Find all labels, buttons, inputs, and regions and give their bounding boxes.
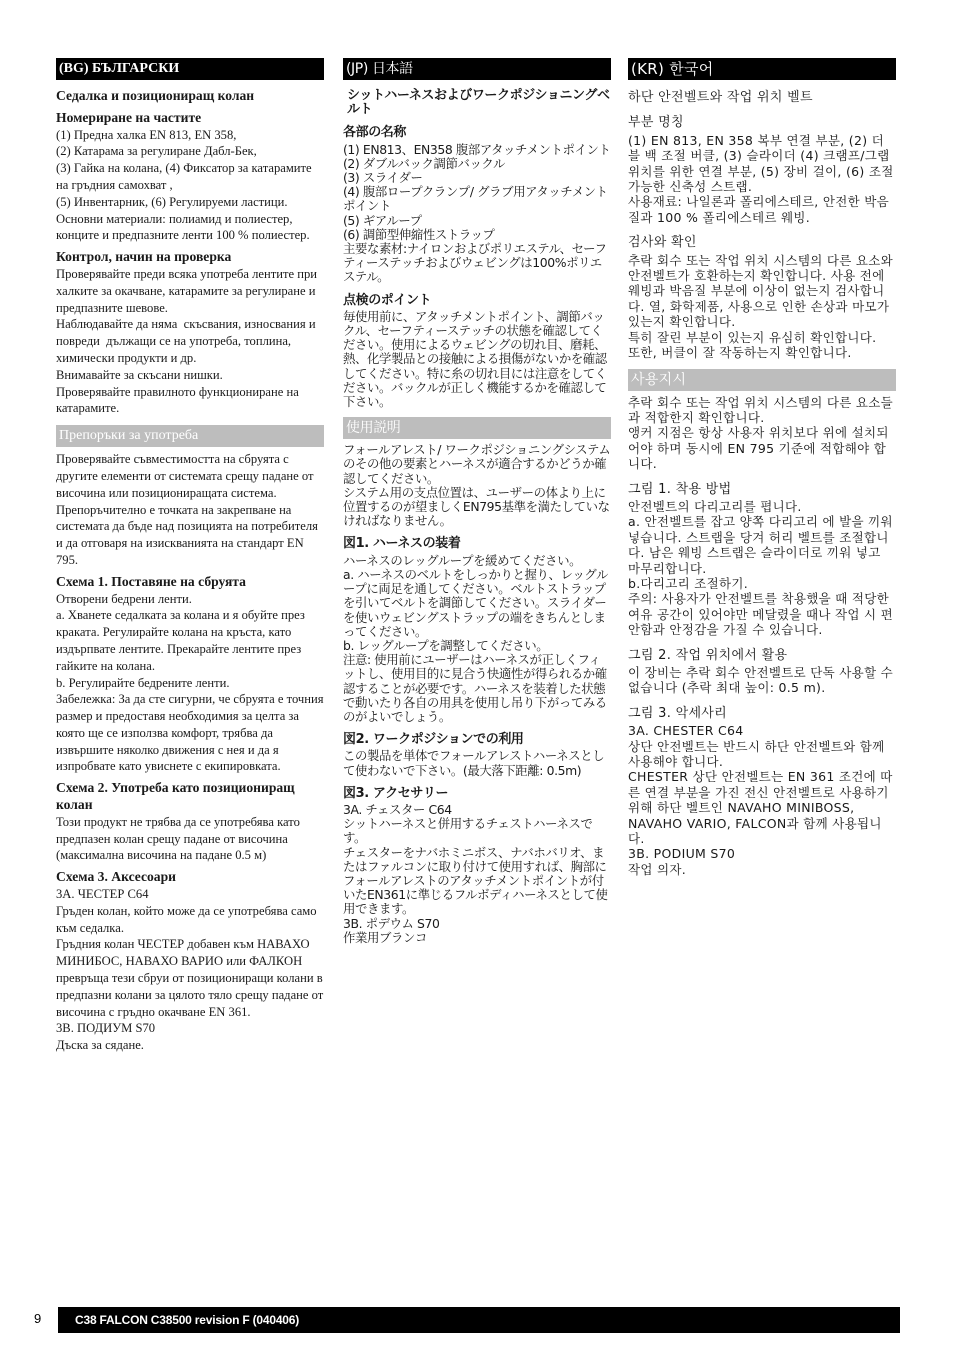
- inspection-heading-jp: 点検のポイント: [343, 292, 432, 308]
- footer-document-reference: C38 FALCON C38500 revision F (040406): [58, 1307, 900, 1333]
- fig1-text-kr: 안전벨트의 다리고리를 폅니다. a. 안전벨트를 잡고 양쪽 다리고리 에 발을 끼워 넣습니다. 스트랩을 당겨 허리 벨트를 조절합니다. 남은 웨빙 스트랩은 슬라이더로 끼워 넣고 마무리합니다. b.다리고리 조절하기. 주의: 사용자가 안전벨트를 착용했을 때 적당한 여유 공간이 있어야만 메달렸을 때나 작업 시 편안함과 안정감을 가질 수 있습니다.: [628, 498, 894, 638]
- inspection-text-jp: 毎使用前に、アタッチメントポイント、調節バックル、セーフティーステッチの状態を確認してください。使用によるウェビングの切れ目、磨耗、熱、化学製品との接触による損傷がないかを確認してください。特に糸の切れ目には注意をしてください。バックルが正しく機能するかを確認して下さい。: [343, 308, 607, 410]
- fig3-heading-jp: 図3. アクセサリー: [343, 785, 449, 801]
- fig2-text-kr: 이 장비는 추락 회수 안전벨트로 단독 사용할 수 없습니다 (추락 최대 높이: 0.5 m).: [628, 665, 898, 696]
- fig2-heading-jp: 図2. ワークポジションでの利用: [343, 732, 524, 748]
- title-bg: Седалка и позициониращ колан: [56, 88, 255, 103]
- section-header-kr: (KR) 한국어: [628, 58, 896, 80]
- inspection-heading-kr: 검사와 확인: [628, 235, 697, 251]
- parts-text-jp: (1) EN813、EN358 腹部アタッチメントポイント (2) ダブルバック調節バックル (3) スライダー (4) 腹部ロープクランプ/ グラブ用アタッチメントポイント (5) ギアループ (6) 調節型伸縮性ストラップ 主要な素材:ナイロンおよびポリエステル、セーフティーステッチおよびウェビングは100%ポリエステル。: [343, 141, 611, 285]
- fig3-text-jp: 3A. チェスター C64 シットハーネスと併用するチェストハーネスです。 チェスターをナバホミニボス、ナバホバリオ、またはファルコンに取り付けて使用すれば、胸部にフォールアレストのアタッチメントポイントが付いたEN361に準じるフルボディハーネスとして使用できます。 3B. ポデウム S70 作業用ブランコ: [343, 801, 608, 945]
- column-korean: [628, 58, 896, 877]
- fig2-text-jp: この製品を単体でフォールアレストハーネスとして使わないで下さい。(最大落下距離: 0.5m): [343, 748, 605, 778]
- parts-text-bg: (1) Предна халка EN 813, EN 358, (2) Катарама за регулиране Дабл-Бек, (3) Гайка на колана, (4) Фиксатор за катарамите на гръдния самохват , (5) Инвентарник, (6) Регулируеми ластици. Основни материали: полиамид и полиестер, конците и предпазните ленти 100 % полиестер.: [56, 127, 312, 243]
- usage-text-bg: Проверявайте съвместимостта на сбруята с другите елементи от системата срещу падане от височина или позициониращата система. Препоръчително е точката на закрепване на системата да бъде над позицията на потребителя и да отговаря на изискванията на стандарт EN 795.: [56, 452, 318, 567]
- fig1-text-jp: ハーネスのレッグループを緩めてください。 a. ハーネスのベルトをしっかりと握り、レッグループに両足を通してください。ベルトストラップを引いてベルトを調節してください。スライダーを使いウェビングストラップの端をきちんとしまってください。 b. レッグループを調整してください。 注意: 使用前にユーザーはハーネスが正しくフィットし、使用目的に見合う快適性が得られるか確認することが必要です。ハーネスを装着した状態で動いたり各自の用具を使用し吊り下がってみるのがよいでしょう。: [343, 552, 608, 724]
- fig3-heading-bg: Схема 3. Аксесоари: [56, 869, 176, 885]
- parts-text-kr: (1) EN 813, EN 358 복부 연결 부분, (2) 더블 백 조절 버클, (3) 슬라이더 (4) 크램프/그랩 위치를 위한 연결 부분, (5) 장비 걸이, (6) 조절 가능한 신축성 스트랩. 사용재료: 나일론과 폴리에스테르, 안전한 박음질과 100 % 폴리에스테르 웨빙.: [628, 132, 894, 225]
- fig2-text-bg: Този продукт не трябва да се употребява като предпазен колан срещу падане от височина (максимална височина на падане 0.5 м): [56, 814, 304, 863]
- fig2-heading-kr: 그림 2. 작업 위치에서 활용: [628, 647, 788, 663]
- section-header-jp: (JP) 日本語: [343, 58, 611, 80]
- parts-heading-jp: 各部の名称: [343, 125, 407, 141]
- usage-header-bg: Препоръки за употреба: [56, 425, 324, 447]
- inspection-text-kr: 추락 회수 또는 작업 위치 시스템의 다른 요소와 안전벨트가 호환하는지 확인합니다. 사용 전에 웨빙과 박음질 부분에 이상이 없는지 검사합니다. 열, 화학제품, 사용으로 인한 손상과 마모가 있는지 확인합니다. 특히 잘린 부분이 있는지 유심히 확인합니다. 또한, 버클이 잘 작동하는지 확인합니다.: [628, 252, 894, 361]
- fig2-heading-bg: Схема 2. Употреба като позициониращ колан: [56, 780, 295, 813]
- inspection-text-bg: Проверявайте преди всяка употреба лентите при халките за окачване, катарамите за регулиране и предпазните шевове. Наблюдавайте да няма скъсвания, износвания и повреди дължащи се на употреба, топлина, химически продукти и др. Внимавайте за скъсани нишки. Проверявайте правилното функциониране на катарамите.: [56, 266, 318, 416]
- usage-header-jp: 使用説明: [343, 417, 611, 439]
- parts-heading-kr: 부분 명칭: [628, 115, 684, 131]
- usage-text-kr: 추락 회수 또는 작업 위치 시스템의 다른 요소들과 적합한지 확인합니다. 앵커 지점은 항상 사용자 위치보다 위에 설치되어야 하며 동시에 EN 795 기준에 적합해야 합니다.: [628, 394, 894, 472]
- fig1-heading-kr: 그림 1. 착용 방법: [628, 481, 732, 497]
- fig3-heading-kr: 그림 3. 악세사리: [628, 705, 728, 721]
- fig1-text-bg: Отворени бедрени ленти. a. Хванете седалката за колана и я обуйте през краката. Регулирайте колана на кръста, като издърпвате лентите. Прекарайте лентите през гайките на колана. b. Регулирайте бедрените ленти. Забележка: За да сте сигурни, че сбруята е точния размер и предоставя необходимия за целта за която ще се използва комфорт, трябва да извършите няколко движения с нея и да я изпробвате като увиснете с екипировката.: [56, 591, 324, 774]
- page-number: 9: [34, 1311, 42, 1326]
- title-kr: 하단 안전벨트와 작업 위치 벨트: [628, 90, 813, 105]
- usage-header-kr: 사용지시: [628, 369, 896, 391]
- usage-text-jp: フォールアレスト/ ワークポジショニングシステムのその他の要素とハーネスが適合するかどうか確認してください。 システム用の支点位置は、ユーザーの体より上に位置するのが望ましくEN795基準を満たしていなければなりません。: [343, 442, 611, 529]
- fig1-heading-bg: Схема 1. Поставяне на сбруята: [56, 573, 246, 589]
- page-footer: [0, 1307, 954, 1333]
- parts-heading-bg: Номериране на частите: [56, 109, 202, 125]
- column-japanese: [343, 58, 611, 945]
- fig3-text-bg: 3A. ЧЕСТЕР C64 Гръден колан, който може да се употребява само към седалка. Гръдния колан ЧЕСТЕР добавен към НАВАХО МИНИБОС, НАВАХО ВАРИО или ФАЛКОН превръща тези сбруи от позициониращи колани в предпазни колани за цялото тяло срещу падане от височина с гръдно окачване EN 361. 3B. ПОДИУМ S70 Дъска за сядане.: [56, 887, 324, 1053]
- fig3-text-kr: 3A. CHESTER C64 상단 안전벨트는 반드시 하단 안전벨트와 함께 사용해야 합니다. CHESTER 상단 안전벨트는 EN 361 조건에 따른 연결 부분을 가진 전신 안전벨트로 사용하기 위해 하단 벨트인 NAVAHO MINIBOSS, NAVAHO VARIO, FALCON과 함께 사용됩니다. 3B. PODIUM S70 작업 의자.: [628, 723, 893, 877]
- fig1-heading-jp: 図1. ハーネスの装着: [343, 536, 461, 552]
- column-bulgarian: [56, 58, 324, 1054]
- section-header-bg: (BG) БЪЛГАРСКИ: [56, 58, 324, 80]
- inspection-heading-bg: Контрол, начин на проверка: [56, 249, 232, 265]
- title-jp: シットハーネスおよびワークポジショニングベルト: [347, 88, 610, 118]
